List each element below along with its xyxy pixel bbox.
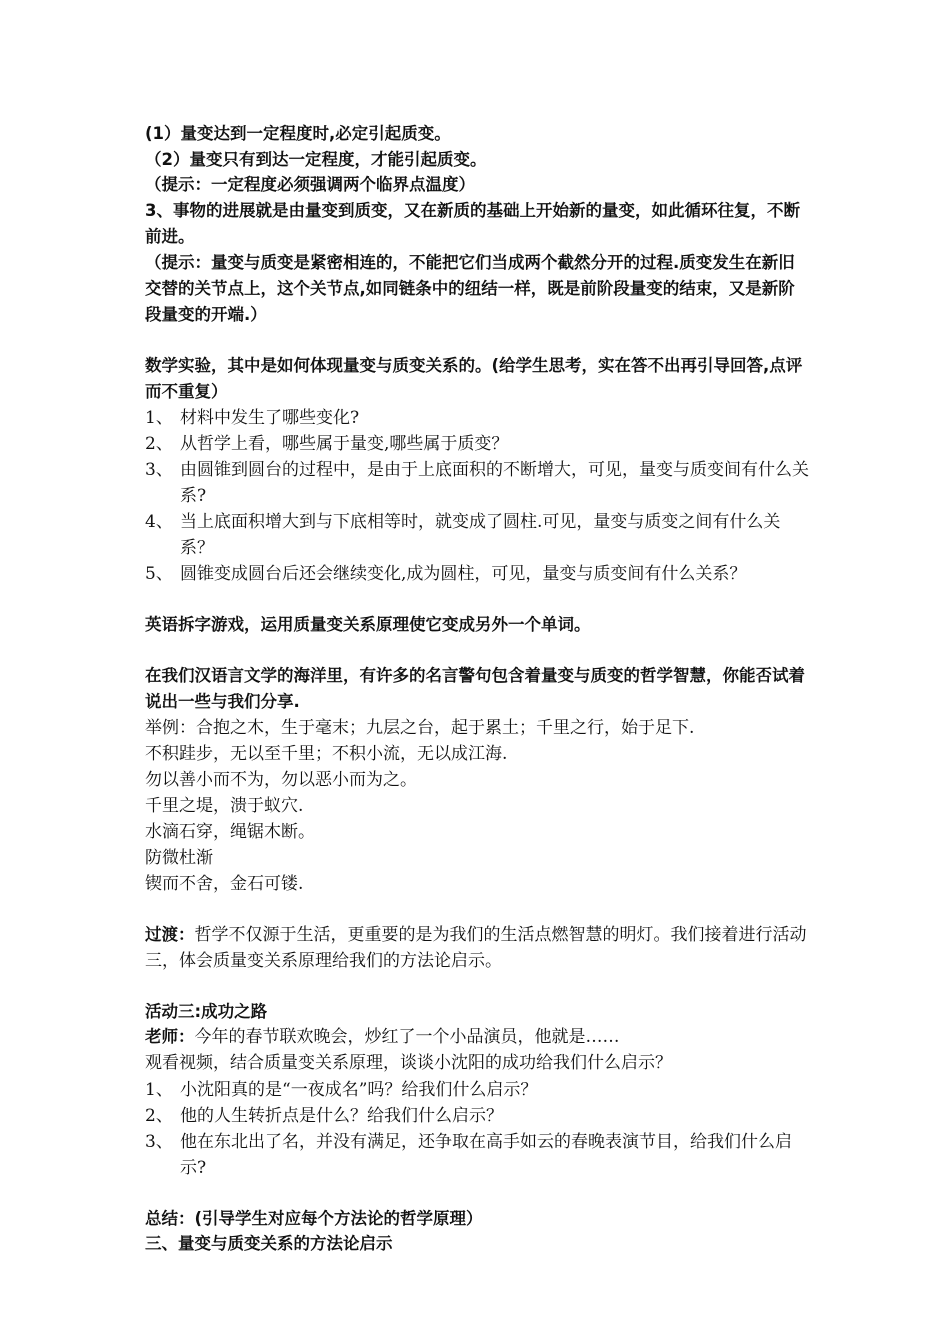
- list-item: [145, 509, 810, 561]
- item-number: 2、: [145, 433, 173, 454]
- idiom-line: 勿以善小而不为，勿以恶小而为之。: [145, 769, 417, 790]
- idiom-line: 举例：合抱之木，生于毫末；九层之台，起于累土；千里之行，始于足下.: [145, 717, 695, 738]
- summary-heading: 总结：(引导学生对应每个方法论的哲学原理）: [145, 1208, 483, 1228]
- item-text: 从哲学上看，哪些属于量变,哪些属于质变？: [180, 433, 509, 454]
- transition-paragraph: [145, 922, 810, 974]
- teacher-text: 今年的春节联欢晚会，炒红了一个小品演员，他就是……: [194, 1027, 620, 1048]
- list-item: [145, 405, 810, 431]
- list-item: [145, 561, 810, 587]
- list-item: [145, 1077, 810, 1103]
- transition-label: 过渡：: [145, 924, 195, 944]
- item-text: 材料中发生了哪些变化?: [180, 407, 360, 428]
- english-game-heading: 英语拆字游戏，运用质量变关系原理使它变成另外一个单词。: [145, 614, 591, 634]
- video-question-list: [145, 1077, 810, 1181]
- list-item: [145, 1129, 810, 1181]
- item-number: 5、: [145, 563, 173, 584]
- item-text: 由圆锥到圆台的过程中，是由于上底面积的不断增大，可见，量变与质变间有什么关系?: [180, 459, 809, 506]
- idiom-list: [145, 715, 810, 897]
- transition-text: 哲学不仅源于生活，更重要的是为我们的生活点燃智慧的明灯。我们接着进行活动三，体会质量变关系原理给我们的方法论启示。: [145, 924, 807, 971]
- item-number: 4、: [145, 511, 173, 532]
- paragraph-point-2: （2）量变只有到达一定程度，才能引起质变。: [145, 149, 487, 169]
- item-number: 3、: [145, 459, 173, 480]
- idiom-line: 不积跬步，无以至千里；不积小流，无以成江海.: [145, 743, 508, 764]
- item-number: 2、: [145, 1105, 173, 1126]
- paragraph-hint-2: （提示：量变与质变是紧密相连的，不能把它们当成两个截然分开的过程.质变发生在新旧交替的关节点上，这个关节点,如同链条中的纽结一样，既是前阶段量变的结束，又是新阶段量变的开端.）: [145, 252, 795, 324]
- list-item: [145, 457, 810, 509]
- item-text: 他在东北出了名，并没有满足，还争取在高手如云的春晚表演节目，给我们什么启示?: [180, 1131, 792, 1178]
- item-text: 小沈阳真的是“一夜成名”吗？给我们什么启示？: [180, 1079, 538, 1100]
- item-number: 1、: [145, 1079, 173, 1100]
- teacher-paragraph: [145, 1024, 810, 1051]
- video-prompt: 观看视频，结合质量变关系原理，谈谈小沈阳的成功给我们什么启示？: [145, 1052, 672, 1073]
- list-item: [145, 1103, 810, 1129]
- list-item: [145, 431, 810, 457]
- math-question-list: [145, 405, 810, 587]
- idiom-line: 锲而不舍，金石可镂.: [145, 873, 304, 894]
- idiom-line: 水滴石穿，绳锯木断。: [145, 821, 315, 842]
- section-three-heading: 三、量变与质变关系的方法论启示: [145, 1234, 393, 1254]
- paragraph-point-1: (1）量变达到一定程度时,必定引起质变。: [145, 124, 451, 143]
- item-text: 圆锥变成圆台后还会继续变化,成为圆柱，可见，量变与质变间有什么关系？: [180, 563, 747, 584]
- idiom-line: 防微杜渐: [145, 847, 213, 868]
- teacher-label: 老师：: [145, 1027, 195, 1047]
- activity-title: 活动三:成功之路: [145, 1001, 268, 1021]
- item-number: 3、: [145, 1131, 173, 1152]
- item-text: 他的人生转折点是什么？给我们什么启示？: [180, 1105, 503, 1126]
- idiom-line: 千里之堤，溃于蚁穴.: [145, 795, 304, 816]
- item-text: 当上底面积增大到与下底相等时，就变成了圆柱.可见，量变与质变之间有什么关系？: [180, 511, 781, 558]
- paragraph-hint-1: （提示：一定程度必须强调两个临界点温度）: [145, 175, 475, 195]
- paragraph-point-3: 3、事物的进展就是由量变到质变，又在新质的基础上开始新的量变，如此循环往复，不断前进。: [145, 200, 800, 246]
- math-experiment-heading: 数学实验，其中是如何体现量变与质变关系的。(给学生思考，实在答不出再引导回答,点评而不重复）: [145, 355, 803, 401]
- item-number: 1、: [145, 407, 173, 428]
- idiom-heading: 在我们汉语言文学的海洋里，有许多的名言警句包含着量变与质变的哲学智慧，你能否试着说出一些与我们分享.: [145, 665, 805, 711]
